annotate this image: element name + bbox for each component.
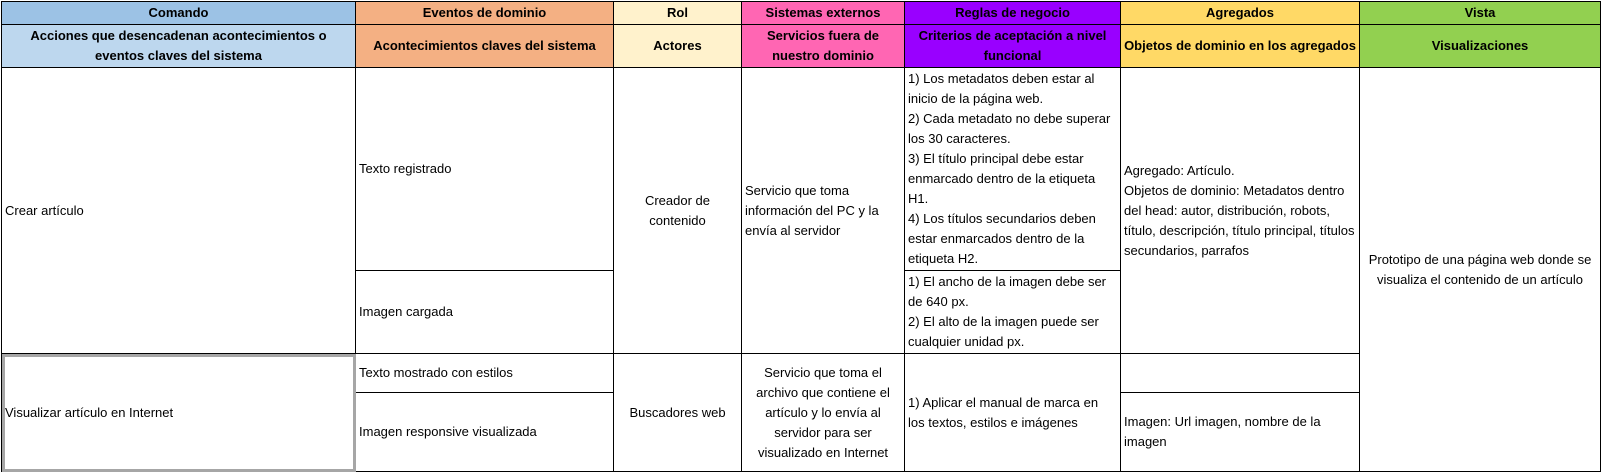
regla-line: 1) Los metadatos deben estar al inicio de la página web.	[908, 71, 1095, 106]
cell-evento-texto-registrado[interactable]: Texto registrado	[356, 68, 614, 271]
header-rol[interactable]: Rol	[614, 2, 742, 25]
header-reglas[interactable]: Reglas de negocio	[905, 2, 1121, 25]
cell-evento-imagen-responsive[interactable]: Imagen responsive visualizada	[356, 393, 614, 472]
regla-line: 2) Cada metadato no debe superar los 30 caracteres.	[908, 111, 1111, 146]
header-comando[interactable]: Comando	[2, 2, 356, 25]
event-storming-table	[1, 1, 1601, 472]
subheader-eventos[interactable]: Acontecimientos claves del sistema	[356, 25, 614, 68]
subheader-rol[interactable]: Actores	[614, 25, 742, 68]
regla-line: 4) Los títulos secundarios deben estar enmarcados dentro de la etiqueta H2.	[908, 211, 1096, 266]
cell-agregados-articulo[interactable]	[1121, 68, 1360, 354]
cell-evento-texto-estilos[interactable]: Texto mostrado con estilos	[356, 354, 614, 393]
cell-vista-prototipo[interactable]: Prototipo de una página web donde se visualiza el contenido de un artículo	[1360, 68, 1601, 472]
cell-reglas-manual-marca[interactable]: 1) Aplicar el manual de marca en los textos, estilos e imágenes	[905, 354, 1121, 472]
regla-line: 2) El alto de la imagen puede ser cualquier unidad px.	[908, 314, 1099, 349]
cell-rol-creador[interactable]: Creador de contenido	[614, 68, 742, 354]
subheader-vista[interactable]: Visualizaciones	[1360, 25, 1601, 68]
cell-comando-crear[interactable]: Crear artículo	[2, 68, 356, 354]
subheader-reglas[interactable]: Criterios de aceptación a nivel funcional	[905, 25, 1121, 68]
subheader-comando[interactable]: Acciones que desencadenan acontecimientos o eventos claves del sistema	[2, 25, 356, 68]
cell-agregados-imagen[interactable]: Imagen: Url imagen, nombre de la imagen	[1121, 393, 1360, 472]
header-sistemas[interactable]: Sistemas externos	[742, 2, 905, 25]
header-row-descriptions	[2, 25, 1601, 68]
header-eventos[interactable]: Eventos de dominio	[356, 2, 614, 25]
cell-evento-imagen-cargada[interactable]: Imagen cargada	[356, 271, 614, 354]
cell-reglas-imagen[interactable]	[905, 271, 1121, 354]
header-vista[interactable]: Vista	[1360, 2, 1601, 25]
cell-rol-buscadores[interactable]: Buscadores web	[614, 354, 742, 472]
cell-agregados-empty[interactable]	[1121, 354, 1360, 393]
table-row	[2, 68, 1601, 271]
header-agregados[interactable]: Agregados	[1121, 2, 1360, 25]
cell-sistema-pc[interactable]: Servicio que toma información del PC y la envía al servidor	[742, 68, 905, 354]
subheader-sistemas[interactable]: Servicios fuera de nuestro dominio	[742, 25, 905, 68]
cell-comando-visualizar[interactable]: Visualizar artículo en Internet	[2, 354, 356, 472]
agregado-line: Objetos de dominio: Metadatos dentro del head: autor, distribución, robots, título, descripción, título principal, títulos secundarios, parrafos	[1124, 182, 1355, 258]
regla-line: 3) El título principal debe estar enmarcado dentro de la etiqueta H1.	[908, 151, 1096, 206]
agregado-line: Agregado: Artículo.	[1124, 162, 1235, 178]
regla-line: 1) El ancho de la imagen debe ser de 640 px.	[908, 274, 1107, 309]
cell-sistema-internet[interactable]: Servicio que toma el archivo que contiene el artículo y lo envía al servidor para ser visualizado en Internet	[742, 354, 905, 472]
header-row-titles	[2, 2, 1601, 25]
subheader-agregados[interactable]: Objetos de dominio en los agregados	[1121, 25, 1360, 68]
cell-reglas-metadatos[interactable]	[905, 68, 1121, 271]
